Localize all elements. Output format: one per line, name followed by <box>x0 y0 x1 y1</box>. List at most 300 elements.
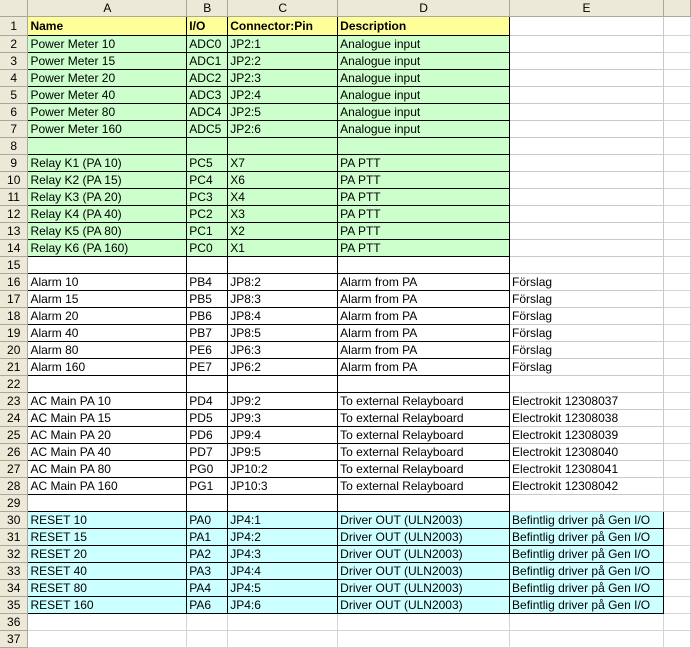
row-header[interactable]: 6 <box>0 104 28 121</box>
cell-e[interactable] <box>510 70 664 87</box>
cell-overflow[interactable] <box>664 257 691 274</box>
cell-overflow[interactable] <box>664 223 691 240</box>
cell-overflow[interactable] <box>664 410 691 427</box>
cell-c[interactable]: JP2:1 <box>228 36 338 53</box>
cell-b[interactable]: PD6 <box>187 427 228 444</box>
cell-overflow[interactable] <box>664 597 691 614</box>
cell-e[interactable]: Electrokit 12308037 <box>510 393 664 410</box>
cell-overflow[interactable] <box>664 495 691 512</box>
row-header[interactable]: 35 <box>0 597 28 614</box>
cell-c[interactable]: JP10:2 <box>228 461 338 478</box>
cell-e[interactable]: Befintlig driver på Gen I/O <box>510 546 664 563</box>
cell-d[interactable]: PA PTT <box>338 240 510 257</box>
table-row <box>0 529 691 546</box>
cell-b[interactable]: PD4 <box>187 393 228 410</box>
cell-b[interactable]: PG0 <box>187 461 228 478</box>
cell-a[interactable]: Alarm 80 <box>28 342 187 359</box>
cell-e[interactable]: Befintlig driver på Gen I/O <box>510 512 664 529</box>
table-row <box>0 546 691 563</box>
row-header[interactable]: 32 <box>0 546 28 563</box>
table-row <box>0 342 691 359</box>
cell-e[interactable] <box>510 87 664 104</box>
cell-c[interactable]: JP4:3 <box>228 546 338 563</box>
cell-b[interactable]: PD5 <box>187 410 228 427</box>
cell-d[interactable]: Driver OUT (ULN2003) <box>338 580 510 597</box>
cell-overflow[interactable] <box>664 342 691 359</box>
cell-a[interactable] <box>28 257 187 274</box>
cell-b[interactable]: PB5 <box>187 291 228 308</box>
cell-overflow[interactable] <box>664 172 691 189</box>
cell-a[interactable]: Alarm 160 <box>28 359 187 376</box>
cell-b[interactable]: PG1 <box>187 478 228 495</box>
cell-overflow[interactable] <box>664 155 691 172</box>
grid-body <box>0 17 691 648</box>
cell-e[interactable]: Electrokit 12308040 <box>510 444 664 461</box>
cell-c[interactable]: JP4:5 <box>228 580 338 597</box>
cell-a[interactable]: AC Main PA 20 <box>28 427 187 444</box>
cell-d[interactable] <box>338 631 510 648</box>
cell-a[interactable]: Alarm 40 <box>28 325 187 342</box>
column-header-b[interactable]: B <box>187 0 228 17</box>
cell-overflow[interactable] <box>664 121 691 138</box>
cell-c[interactable]: JP9:2 <box>228 393 338 410</box>
cell-a[interactable]: Power Meter 40 <box>28 87 187 104</box>
row-header[interactable]: 25 <box>0 427 28 444</box>
cell-b[interactable]: ADC5 <box>187 121 228 138</box>
table-row <box>0 189 691 206</box>
cell-a[interactable]: RESET 80 <box>28 580 187 597</box>
cell-c[interactable] <box>228 495 338 512</box>
cell-c[interactable]: X6 <box>228 172 338 189</box>
column-header-a[interactable]: A <box>28 0 187 17</box>
cell-c[interactable]: Connector:Pin <box>228 17 338 36</box>
row-header[interactable]: 20 <box>0 342 28 359</box>
cell-e[interactable] <box>510 36 664 53</box>
cell-a[interactable]: Relay K6 (PA 160) <box>28 240 187 257</box>
row-header[interactable]: 28 <box>0 478 28 495</box>
cell-overflow[interactable] <box>664 359 691 376</box>
cell-overflow[interactable] <box>664 325 691 342</box>
cell-d[interactable]: Alarm from PA <box>338 274 510 291</box>
cell-d[interactable]: Alarm from PA <box>338 308 510 325</box>
cell-overflow[interactable] <box>664 461 691 478</box>
table-row <box>0 87 691 104</box>
cell-e[interactable]: Förslag <box>510 274 664 291</box>
cell-d[interactable]: Analogue input <box>338 121 510 138</box>
row-header[interactable]: 10 <box>0 172 28 189</box>
cell-d[interactable]: To external Relayboard <box>338 393 510 410</box>
cell-overflow[interactable] <box>664 563 691 580</box>
cell-overflow[interactable] <box>664 291 691 308</box>
table-row <box>0 172 691 189</box>
select-all-corner[interactable] <box>0 0 28 17</box>
cell-overflow[interactable] <box>664 87 691 104</box>
row-header[interactable]: 19 <box>0 325 28 342</box>
cell-b[interactable] <box>187 631 228 648</box>
row-header[interactable]: 27 <box>0 461 28 478</box>
cell-a[interactable]: Relay K1 (PA 10) <box>28 155 187 172</box>
cell-a[interactable] <box>28 631 187 648</box>
cell-d[interactable]: Analogue input <box>338 53 510 70</box>
cell-a[interactable]: Relay K5 (PA 80) <box>28 223 187 240</box>
cell-e[interactable]: Förslag <box>510 308 664 325</box>
cell-c[interactable]: JP10:3 <box>228 478 338 495</box>
cell-c[interactable]: X4 <box>228 189 338 206</box>
column-header-row <box>0 0 691 17</box>
cell-e[interactable] <box>510 614 664 631</box>
cell-b[interactable] <box>187 138 228 155</box>
cell-b[interactable] <box>187 495 228 512</box>
cell-b[interactable]: PA1 <box>187 529 228 546</box>
cell-b[interactable]: ADC2 <box>187 70 228 87</box>
cell-overflow[interactable] <box>664 614 691 631</box>
cell-d[interactable]: Driver OUT (ULN2003) <box>338 546 510 563</box>
row-header[interactable]: 37 <box>0 631 28 648</box>
cell-a[interactable]: Name <box>28 17 187 36</box>
cell-e[interactable]: Befintlig driver på Gen I/O <box>510 563 664 580</box>
cell-b[interactable]: PB6 <box>187 308 228 325</box>
row-header[interactable]: 7 <box>0 121 28 138</box>
table-row <box>0 70 691 87</box>
row-header[interactable]: 22 <box>0 376 28 393</box>
cell-c[interactable]: JP8:2 <box>228 274 338 291</box>
cell-c[interactable]: JP2:3 <box>228 70 338 87</box>
table-row <box>0 478 691 495</box>
row-header[interactable]: 34 <box>0 580 28 597</box>
row-header[interactable]: 3 <box>0 53 28 70</box>
cell-overflow[interactable] <box>664 70 691 87</box>
table-row <box>0 36 691 53</box>
cell-e[interactable] <box>510 138 664 155</box>
cell-d[interactable]: Driver OUT (ULN2003) <box>338 512 510 529</box>
cell-overflow[interactable] <box>664 546 691 563</box>
cell-d[interactable]: Driver OUT (ULN2003) <box>338 529 510 546</box>
table-row <box>0 631 691 648</box>
cell-d[interactable] <box>338 257 510 274</box>
cell-e[interactable]: Förslag <box>510 291 664 308</box>
cell-b[interactable]: PC4 <box>187 172 228 189</box>
cell-e[interactable]: Förslag <box>510 342 664 359</box>
cell-e[interactable]: Electrokit 12308039 <box>510 427 664 444</box>
cell-a[interactable]: Power Meter 20 <box>28 70 187 87</box>
cell-b[interactable]: PC5 <box>187 155 228 172</box>
cell-e[interactable] <box>510 104 664 121</box>
cell-c[interactable]: JP9:3 <box>228 410 338 427</box>
row-header[interactable]: 24 <box>0 410 28 427</box>
cell-d[interactable]: PA PTT <box>338 172 510 189</box>
cell-a[interactable]: RESET 160 <box>28 597 187 614</box>
table-row <box>0 240 691 257</box>
row-header[interactable]: 21 <box>0 359 28 376</box>
table-row <box>0 325 691 342</box>
cell-a[interactable]: RESET 15 <box>28 529 187 546</box>
cell-d[interactable]: PA PTT <box>338 223 510 240</box>
row-header[interactable]: 33 <box>0 563 28 580</box>
cell-overflow[interactable] <box>664 104 691 121</box>
cell-d[interactable]: PA PTT <box>338 155 510 172</box>
cell-e[interactable]: Förslag <box>510 325 664 342</box>
cell-d[interactable]: PA PTT <box>338 189 510 206</box>
cell-a[interactable]: RESET 10 <box>28 512 187 529</box>
cell-overflow[interactable] <box>664 478 691 495</box>
cell-e[interactable]: Electrokit 12308041 <box>510 461 664 478</box>
cell-b[interactable]: PE7 <box>187 359 228 376</box>
table-row <box>0 308 691 325</box>
cell-c[interactable] <box>228 376 338 393</box>
cell-a[interactable] <box>28 376 187 393</box>
cell-overflow[interactable] <box>664 444 691 461</box>
cell-overflow[interactable] <box>664 529 691 546</box>
cell-e[interactable] <box>510 223 664 240</box>
cell-c[interactable]: JP9:5 <box>228 444 338 461</box>
cell-b[interactable]: PE6 <box>187 342 228 359</box>
row-header[interactable]: 31 <box>0 529 28 546</box>
cell-b[interactable]: PB7 <box>187 325 228 342</box>
cell-a[interactable]: Power Meter 10 <box>28 36 187 53</box>
cell-d[interactable]: Analogue input <box>338 70 510 87</box>
cell-e[interactable]: Förslag <box>510 359 664 376</box>
cell-d[interactable]: PA PTT <box>338 206 510 223</box>
cell-a[interactable]: Relay K4 (PA 40) <box>28 206 187 223</box>
cell-b[interactable]: PB4 <box>187 274 228 291</box>
cell-overflow[interactable] <box>664 274 691 291</box>
row-header[interactable]: 2 <box>0 36 28 53</box>
cell-e[interactable]: Befintlig driver på Gen I/O <box>510 529 664 546</box>
cell-b[interactable]: PC0 <box>187 240 228 257</box>
cell-b[interactable]: PA2 <box>187 546 228 563</box>
column-header-d[interactable]: D <box>338 0 510 17</box>
cell-a[interactable] <box>28 138 187 155</box>
cell-c[interactable]: JP8:4 <box>228 308 338 325</box>
cell-d[interactable]: Analogue input <box>338 36 510 53</box>
row-header[interactable]: 5 <box>0 87 28 104</box>
cell-e[interactable]: Electrokit 12308042 <box>510 478 664 495</box>
cell-a[interactable]: Relay K3 (PA 20) <box>28 189 187 206</box>
row-header[interactable]: 17 <box>0 291 28 308</box>
row-header[interactable]: 11 <box>0 189 28 206</box>
row-header[interactable]: 29 <box>0 495 28 512</box>
row-header[interactable]: 8 <box>0 138 28 155</box>
cell-d[interactable] <box>338 138 510 155</box>
cell-a[interactable]: RESET 20 <box>28 546 187 563</box>
cell-a[interactable]: Relay K2 (PA 15) <box>28 172 187 189</box>
cell-e[interactable] <box>510 206 664 223</box>
cell-overflow[interactable] <box>664 240 691 257</box>
cell-d[interactable]: Driver OUT (ULN2003) <box>338 597 510 614</box>
cell-overflow[interactable] <box>664 393 691 410</box>
cell-e[interactable]: Befintlig driver på Gen I/O <box>510 580 664 597</box>
cell-overflow[interactable] <box>664 17 691 36</box>
cell-overflow[interactable] <box>664 580 691 597</box>
cell-d[interactable]: Analogue input <box>338 104 510 121</box>
cell-d[interactable]: Analogue input <box>338 87 510 104</box>
row-header[interactable]: 18 <box>0 308 28 325</box>
cell-c[interactable] <box>228 138 338 155</box>
cell-e[interactable] <box>510 172 664 189</box>
cell-c[interactable]: JP8:5 <box>228 325 338 342</box>
row-header[interactable]: 13 <box>0 223 28 240</box>
row-header[interactable]: 14 <box>0 240 28 257</box>
table-row <box>0 257 691 274</box>
cell-a[interactable]: AC Main PA 10 <box>28 393 187 410</box>
cell-b[interactable]: PA4 <box>187 580 228 597</box>
cell-c[interactable]: JP2:6 <box>228 121 338 138</box>
cell-c[interactable] <box>228 631 338 648</box>
table-row <box>0 410 691 427</box>
cell-a[interactable]: AC Main PA 40 <box>28 444 187 461</box>
cell-d[interactable]: To external Relayboard <box>338 444 510 461</box>
cell-e[interactable] <box>510 257 664 274</box>
cell-c[interactable]: JP9:4 <box>228 427 338 444</box>
cell-b[interactable]: ADC4 <box>187 104 228 121</box>
cell-c[interactable]: JP4:6 <box>228 597 338 614</box>
cell-overflow[interactable] <box>664 308 691 325</box>
cell-b[interactable] <box>187 614 228 631</box>
cell-b[interactable]: ADC1 <box>187 53 228 70</box>
table-row <box>0 427 691 444</box>
cell-d[interactable]: To external Relayboard <box>338 478 510 495</box>
row-header[interactable]: 1 <box>0 17 28 36</box>
cell-overflow[interactable] <box>664 189 691 206</box>
row-header[interactable]: 4 <box>0 70 28 87</box>
cell-d[interactable]: Alarm from PA <box>338 325 510 342</box>
table-row <box>0 291 691 308</box>
row-header[interactable]: 15 <box>0 257 28 274</box>
row-header[interactable]: 9 <box>0 155 28 172</box>
cell-a[interactable]: RESET 40 <box>28 563 187 580</box>
row-header[interactable]: 16 <box>0 274 28 291</box>
cell-a[interactable]: AC Main PA 80 <box>28 461 187 478</box>
cell-overflow[interactable] <box>664 631 691 648</box>
cell-d[interactable] <box>338 376 510 393</box>
cell-b[interactable] <box>187 376 228 393</box>
cell-e[interactable]: Electrokit 12308038 <box>510 410 664 427</box>
cell-c[interactable]: X7 <box>228 155 338 172</box>
cell-a[interactable]: Power Meter 160 <box>28 121 187 138</box>
cell-b[interactable]: PC1 <box>187 223 228 240</box>
table-row <box>0 580 691 597</box>
cell-c[interactable]: JP4:1 <box>228 512 338 529</box>
cell-a[interactable]: Alarm 10 <box>28 274 187 291</box>
cell-c[interactable] <box>228 614 338 631</box>
cell-d[interactable]: Driver OUT (ULN2003) <box>338 563 510 580</box>
row-header[interactable]: 23 <box>0 393 28 410</box>
table-row <box>0 121 691 138</box>
cell-overflow[interactable] <box>664 53 691 70</box>
cell-e[interactable]: Befintlig driver på Gen I/O <box>510 597 664 614</box>
cell-a[interactable] <box>28 614 187 631</box>
cell-b[interactable]: PC2 <box>187 206 228 223</box>
cell-a[interactable]: AC Main PA 160 <box>28 478 187 495</box>
cell-c[interactable]: X1 <box>228 240 338 257</box>
cell-c[interactable]: JP6:2 <box>228 359 338 376</box>
cell-b[interactable]: I/O <box>187 17 228 36</box>
cell-e[interactable] <box>510 376 664 393</box>
cell-e[interactable] <box>510 631 664 648</box>
cell-e[interactable] <box>510 155 664 172</box>
cell-c[interactable]: JP4:4 <box>228 563 338 580</box>
cell-c[interactable]: JP8:3 <box>228 291 338 308</box>
table-row <box>0 155 691 172</box>
cell-overflow[interactable] <box>664 512 691 529</box>
cell-d[interactable]: Alarm from PA <box>338 342 510 359</box>
cell-b[interactable]: PD7 <box>187 444 228 461</box>
cell-d[interactable]: To external Relayboard <box>338 427 510 444</box>
cell-e[interactable] <box>510 53 664 70</box>
cell-overflow[interactable] <box>664 138 691 155</box>
row-header[interactable]: 26 <box>0 444 28 461</box>
table-row <box>0 563 691 580</box>
cell-c[interactable]: JP2:5 <box>228 104 338 121</box>
cell-d[interactable]: Alarm from PA <box>338 359 510 376</box>
table-row <box>0 393 691 410</box>
table-row <box>0 138 691 155</box>
cell-overflow[interactable] <box>664 206 691 223</box>
table-row <box>0 444 691 461</box>
column-header-overflow[interactable] <box>664 0 691 17</box>
column-header-c[interactable]: C <box>228 0 338 17</box>
cell-c[interactable]: X2 <box>228 223 338 240</box>
cell-c[interactable]: JP4:2 <box>228 529 338 546</box>
cell-a[interactable]: Power Meter 80 <box>28 104 187 121</box>
cell-e[interactable] <box>510 189 664 206</box>
cell-d[interactable] <box>338 614 510 631</box>
cell-d[interactable]: To external Relayboard <box>338 410 510 427</box>
cell-a[interactable]: AC Main PA 15 <box>28 410 187 427</box>
row-header[interactable]: 12 <box>0 206 28 223</box>
cell-b[interactable]: PA6 <box>187 597 228 614</box>
cell-a[interactable]: Alarm 20 <box>28 308 187 325</box>
table-row <box>0 104 691 121</box>
cell-c[interactable] <box>228 257 338 274</box>
cell-overflow[interactable] <box>664 36 691 53</box>
cell-overflow[interactable] <box>664 376 691 393</box>
cell-c[interactable]: JP2:4 <box>228 87 338 104</box>
cell-b[interactable]: ADC0 <box>187 36 228 53</box>
table-row <box>0 597 691 614</box>
cell-d[interactable]: Alarm from PA <box>338 291 510 308</box>
cell-d[interactable]: To external Relayboard <box>338 461 510 478</box>
cell-b[interactable]: PA3 <box>187 563 228 580</box>
table-row <box>0 512 691 529</box>
cell-b[interactable]: ADC3 <box>187 87 228 104</box>
table-row <box>0 206 691 223</box>
table-row <box>0 376 691 393</box>
cell-a[interactable]: Power Meter 15 <box>28 53 187 70</box>
cell-overflow[interactable] <box>664 427 691 444</box>
cell-a[interactable]: Alarm 15 <box>28 291 187 308</box>
cell-d[interactable]: Description <box>338 17 510 36</box>
cell-c[interactable]: JP6:3 <box>228 342 338 359</box>
cell-b[interactable]: PC3 <box>187 189 228 206</box>
table-row <box>0 495 691 512</box>
cell-e[interactable] <box>510 495 664 512</box>
cell-b[interactable]: PA0 <box>187 512 228 529</box>
cell-e[interactable] <box>510 240 664 257</box>
cell-b[interactable] <box>187 257 228 274</box>
table-row <box>0 17 691 36</box>
column-header-e[interactable]: E <box>510 0 664 17</box>
cell-e[interactable] <box>510 17 664 36</box>
cell-c[interactable]: X3 <box>228 206 338 223</box>
row-header[interactable]: 30 <box>0 512 28 529</box>
cell-d[interactable] <box>338 495 510 512</box>
cell-a[interactable] <box>28 495 187 512</box>
table-row <box>0 359 691 376</box>
row-header[interactable]: 36 <box>0 614 28 631</box>
cell-e[interactable] <box>510 121 664 138</box>
cell-c[interactable]: JP2:2 <box>228 53 338 70</box>
